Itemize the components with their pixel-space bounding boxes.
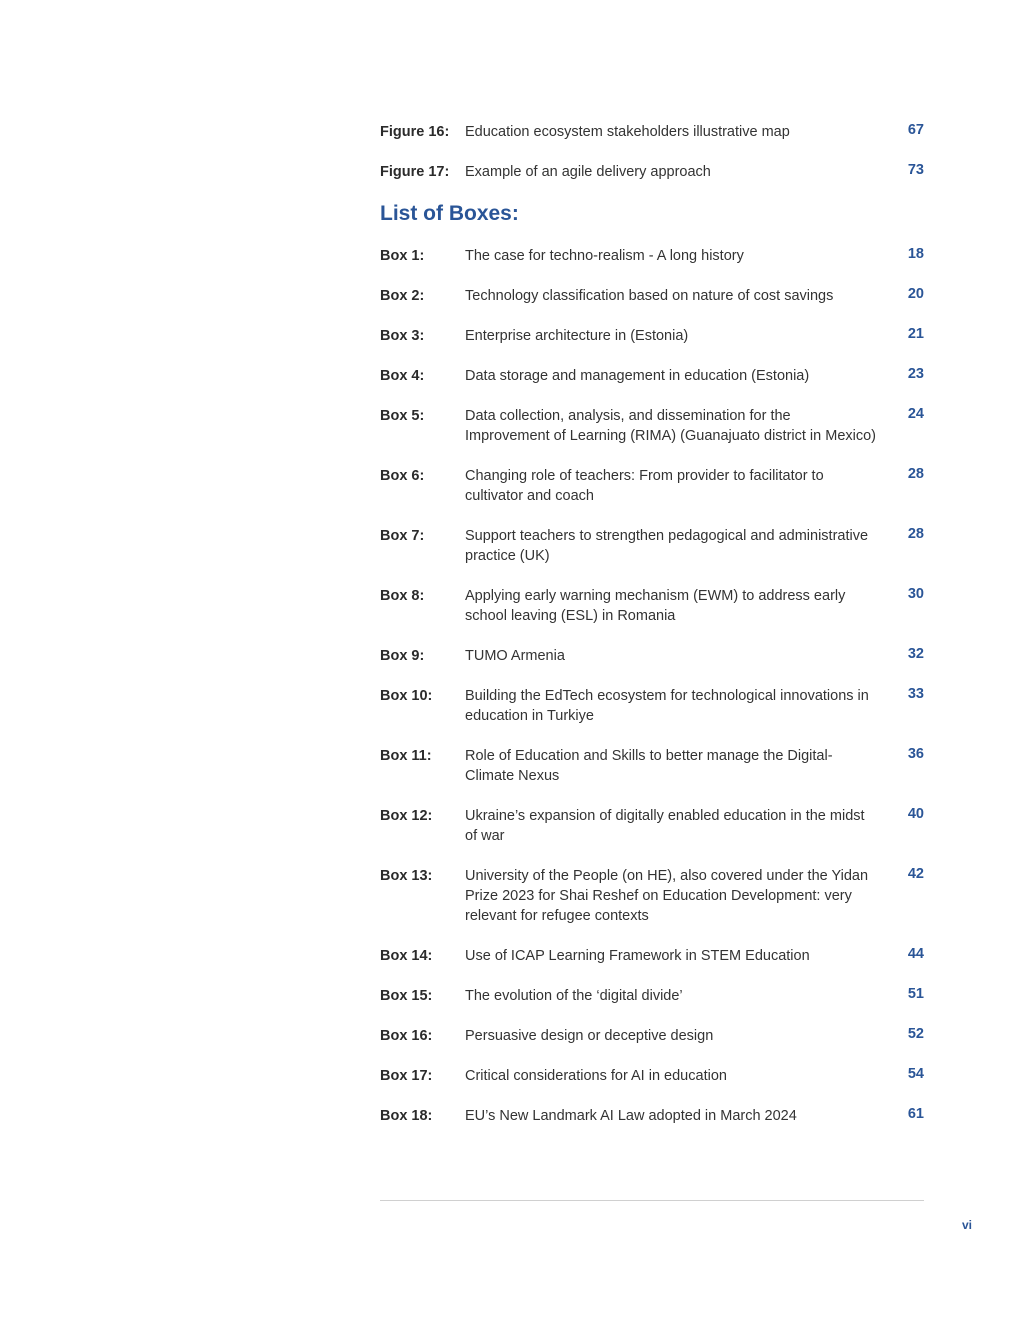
box-entry[interactable] [380,806,924,846]
entry-page-number: 61 [907,1106,924,1122]
entry-label: Box 13: [380,868,433,884]
entry-page-number: 52 [907,1026,924,1042]
box-entry[interactable] [380,1066,924,1086]
box-entry[interactable] [380,646,924,666]
entry-page-number: 24 [907,406,924,422]
entry-title: Building the EdTech ecosystem for technological innovations in education in Turkiye [465,688,869,724]
entry-title: The case for techno-realism - A long history [465,248,744,264]
box-entry[interactable] [380,1106,924,1126]
box-entry[interactable] [380,366,924,386]
entry-label: Box 6: [380,468,425,484]
entry-page-number: 51 [907,986,924,1002]
entry-label: Box 2: [380,288,425,304]
entry-label: Box 14: [380,948,433,964]
entry-label: Box 15: [380,988,433,1004]
entry-title: Critical considerations for AI in education [465,1068,727,1084]
box-entry[interactable] [380,466,924,506]
entry-page-number: 54 [907,1066,924,1082]
entry-page-number: 28 [907,466,924,482]
entry-title: EU’s New Landmark AI Law adopted in March 2024 [465,1108,797,1124]
entry-page-number: 67 [907,122,924,138]
entry-label: Box 4: [380,368,425,384]
entry-title: Data storage and management in education (Estonia) [465,368,810,384]
entry-page-number: 44 [907,946,924,962]
entry-page-number: 40 [907,806,924,822]
box-entry[interactable] [380,986,924,1006]
box-entry[interactable] [380,526,924,566]
entry-title: Changing role of teachers: From provider to facilitator to cultivator and coach [465,468,824,504]
entry-title: Applying early warning mechanism (EWM) to address early school leaving (ESL) in Romania [465,588,846,624]
entry-title: TUMO Armenia [465,648,565,664]
box-entry[interactable] [380,246,924,266]
entry-page-number: 20 [907,286,924,302]
box-entry[interactable] [380,1026,924,1046]
entry-title: Role of Education and Skills to better manage the Digital-Climate Nexus [465,748,833,784]
entry-page-number: 42 [907,866,924,882]
box-entry[interactable] [380,406,924,446]
entry-title: Ukraine’s expansion of digitally enabled education in the midst of war [465,808,865,844]
box-entry[interactable] [380,866,924,926]
footer-divider [380,1200,924,1201]
entry-label: Box 11: [380,748,432,764]
entry-title: Data collection, analysis, and dissemination for the Improvement of Learning (RIMA) (Guanajuato district in Mexico) [465,408,876,444]
entry-label: Box 7: [380,528,425,544]
entry-label: Box 9: [380,648,425,664]
entry-title: Support teachers to strengthen pedagogical and administrative practice (UK) [465,528,869,564]
entry-page-number: 32 [907,646,924,662]
entry-label: Box 17: [380,1068,433,1084]
entry-label: Box 5: [380,408,425,424]
entry-title: Persuasive design or deceptive design [465,1028,714,1044]
entry-label: Box 3: [380,328,425,344]
entry-page-number: 28 [907,526,924,542]
entry-label: Box 1: [380,248,425,264]
entry-label: Box 12: [380,808,433,824]
page-number: vi [961,1218,972,1232]
entry-page-number: 21 [907,326,924,342]
box-entry[interactable] [380,326,924,346]
figures-list [380,122,924,182]
box-entry[interactable] [380,946,924,966]
box-entry[interactable] [380,286,924,306]
entry-title: University of the People (on HE), also covered under the Yidan Prize 2023 for Shai Reshef on Education Development: very relevant for refugee contexts [465,868,869,924]
entry-label: Box 18: [380,1108,433,1124]
entry-page-number: 23 [907,366,924,382]
entry-title: Enterprise architecture in (Estonia) [465,328,689,344]
entry-label: Figure 17: [380,164,450,180]
boxes-list [380,246,924,1126]
entry-label: Box 16: [380,1028,433,1044]
entry-label: Box 10: [380,688,433,704]
entry-title: The evolution of the ‘digital divide’ [465,988,683,1004]
entry-page-number: 30 [907,586,924,602]
entry-page-number: 73 [907,162,924,178]
entry-title: Education ecosystem stakeholders illustrative map [465,124,790,140]
box-entry[interactable] [380,746,924,786]
box-entry[interactable] [380,686,924,726]
table-of-contents [380,122,924,1146]
entry-title: Example of an agile delivery approach [465,164,711,180]
entry-label: Box 8: [380,588,425,604]
entry-title: Use of ICAP Learning Framework in STEM Education [465,948,810,964]
figure-entry[interactable] [380,162,924,182]
entry-page-number: 33 [907,686,924,702]
entry-page-number: 18 [907,246,924,262]
entry-title: Technology classification based on nature of cost savings [465,288,834,304]
boxes-section-title: List of Boxes: [380,202,519,225]
figure-entry[interactable] [380,122,924,142]
entry-page-number: 36 [907,746,924,762]
box-entry[interactable] [380,586,924,626]
entry-label: Figure 16: [380,124,450,140]
